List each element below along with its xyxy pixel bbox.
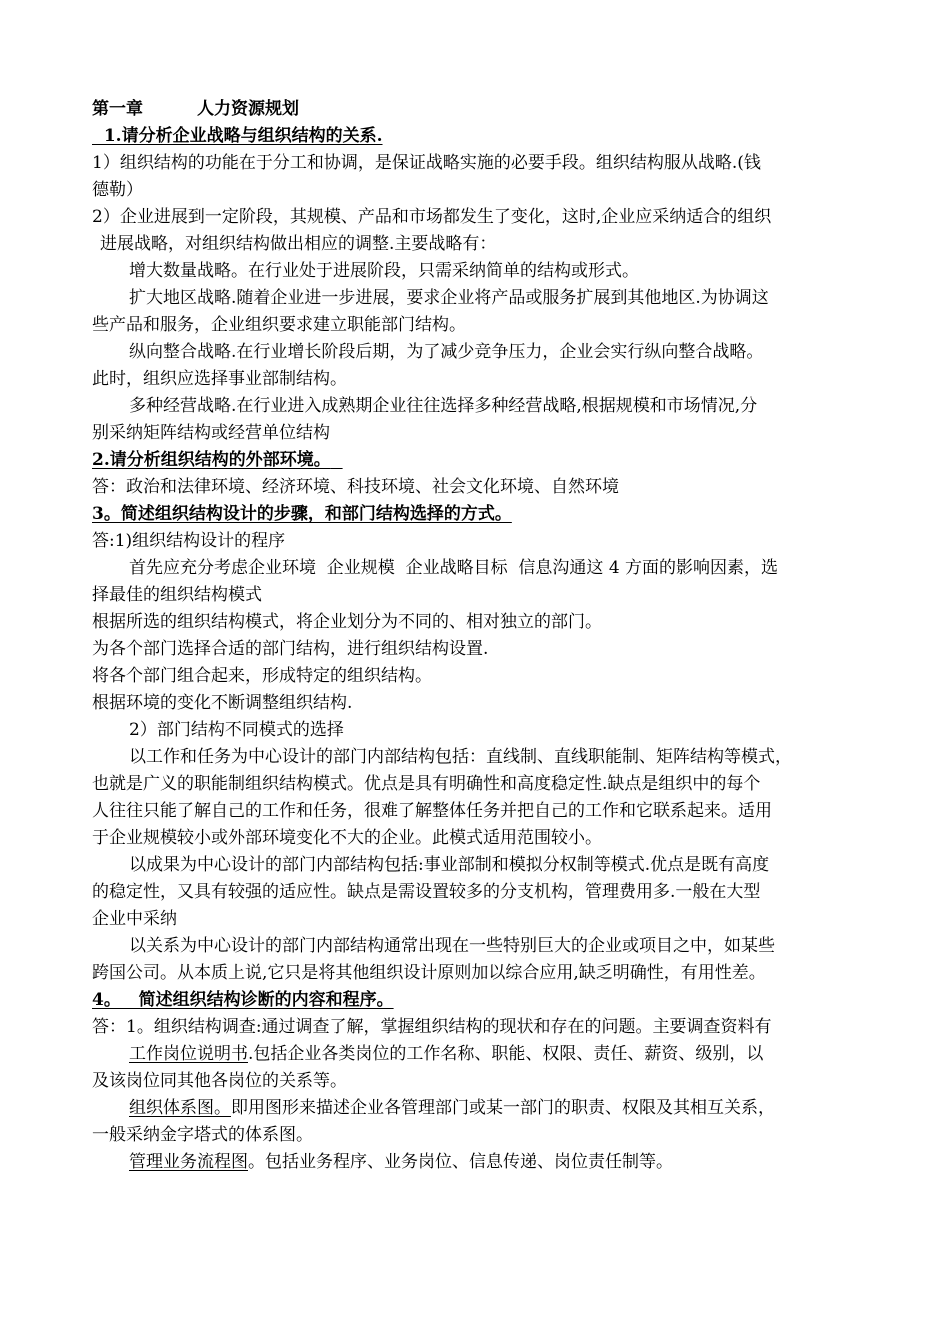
chapter-title: 人力资源规划 [197, 99, 299, 119]
strategy-item: 扩大地区战略.随着企业进一步进展，要求企业将产品或服务扩展到其他地区.为协调这 [129, 288, 769, 308]
step-item: 将各个部门组合起来，形成特定的组织结构。 [92, 666, 432, 686]
question-4-heading: 4。 简述组织结构诊断的内容和程序。 [92, 990, 394, 1010]
paragraph: 2）企业进展到一定阶段，其规模、产品和市场都发生了变化，这时,企业应采纳适合的组织 [92, 207, 772, 227]
chapter-number: 第一章 [92, 99, 143, 119]
paragraph: 组织体系图。即用图形来描述企业各管理部门或某一部门的职责、权限及其相互关系， [129, 1098, 775, 1118]
paragraph: 也就是广义的职能制组织结构模式。优点是具有明确性和高度稳定性.缺点是组织中的每个 [92, 774, 761, 794]
paragraph: 人往往只能了解自己的工作和任务，很难了解整体任务并把自己的工作和它联系起来。适用 [92, 801, 772, 821]
paragraph: 德勒） [92, 180, 143, 200]
strategy-item: 多种经营战略.在行业进入成熟期企业往往选择多种经营战略,根据规模和市场情况,分 [129, 396, 758, 416]
paragraph: 企业中采纳 [92, 909, 177, 929]
paragraph: 跨国公司。从本质上说,它只是将其他组织设计原则加以综合应用,缺乏明确性，有用性差。 [92, 963, 766, 983]
document-body [92, 96, 864, 1176]
chapter-heading [92, 96, 864, 123]
paragraph: 别采纳矩阵结构或经营单位结构 [92, 423, 330, 443]
paragraph: 以成果为中心设计的部门内部结构包括:事业部制和模拟分权制等模式.优点是既有高度 [129, 855, 770, 875]
paragraph: 于企业规模较小或外部环境变化不大的企业。此模式适用范围较小。 [92, 828, 602, 848]
step-item: 根据环境的变化不断调整组织结构. [92, 693, 353, 713]
step-item: 为各个部门选择合适的部门结构，进行组织结构设置. [92, 639, 489, 659]
underlined-term: 工作岗位说明书 [129, 1044, 248, 1064]
paragraph: 1）组织结构的功能在于分工和协调，是保证战略实施的必要手段。组织结构服从战略.(钱 [92, 153, 761, 173]
paragraph: 一般采纳金字塔式的体系图。 [92, 1125, 313, 1145]
paragraph: 些产品和服务，企业组织要求建立职能部门结构。 [92, 315, 466, 335]
paragraph: 工作岗位说明书.包括企业各类岗位的工作名称、职能、权限、责任、薪资、级别，以 [129, 1044, 764, 1064]
paragraph: 以工作和任务为中心设计的部门内部结构包括：直线制、直线职能制、矩阵结构等模式， [129, 747, 792, 767]
paragraph: 以关系为中心设计的部门内部结构通常出现在一些特别巨大的企业或项目之中，如某些 [129, 936, 775, 956]
step-item: 根据所选的组织结构模式，将企业划分为不同的、相对独立的部门。 [92, 612, 602, 632]
strategy-item: 纵向整合战略.在行业增长阶段后期，为了减少竞争压力，企业会实行纵向整合战略。 [129, 342, 764, 362]
underlined-term: 组织体系图。 [129, 1098, 231, 1118]
paragraph: 管理业务流程图。包括业务程序、业务岗位、信息传递、岗位责任制等。 [129, 1152, 673, 1172]
sub-heading: 2）部门结构不同模式的选择 [129, 720, 344, 740]
paragraph: 首先应充分考虑企业环境 企业规模 企业战略目标 信息沟通这 4 方面的影响因素，选 [129, 558, 779, 578]
question-3-heading: 3。简述组织结构设计的步骤，和部门结构选择的方式。 [92, 504, 512, 524]
paragraph: 择最佳的组织结构模式 [92, 585, 262, 605]
paragraph: 进展战略，对组织结构做出相应的调整.主要战略有： [100, 234, 497, 254]
question-1-heading: 1.请分析企业战略与组织结构的关系. [92, 126, 383, 146]
paragraph: 的稳定性，又具有较强的适应性。缺点是需设置较多的分支机构，管理费用多.一般在大型 [92, 882, 761, 902]
paragraph: 及该岗位同其他各岗位的关系等。 [92, 1071, 347, 1091]
answer: 答:1)组织结构设计的程序 [92, 531, 286, 551]
answer: 答：政治和法律环境、经济环境、科技环境、社会文化环境、自然环境 [92, 477, 619, 497]
question-2-heading: 2.请分析组织结构的外部环境。 [92, 450, 331, 470]
underlined-term: 管理业务流程图 [129, 1152, 248, 1172]
strategy-item: 增大数量战略。在行业处于进展阶段，只需采纳简单的结构或形式。 [129, 261, 639, 281]
paragraph: 此时，组织应选择事业部制结构。 [92, 369, 347, 389]
answer: 答：1。组织结构调查:通过调查了解，掌握组织结构的现状和存在的问题。主要调查资料有 [92, 1017, 772, 1037]
